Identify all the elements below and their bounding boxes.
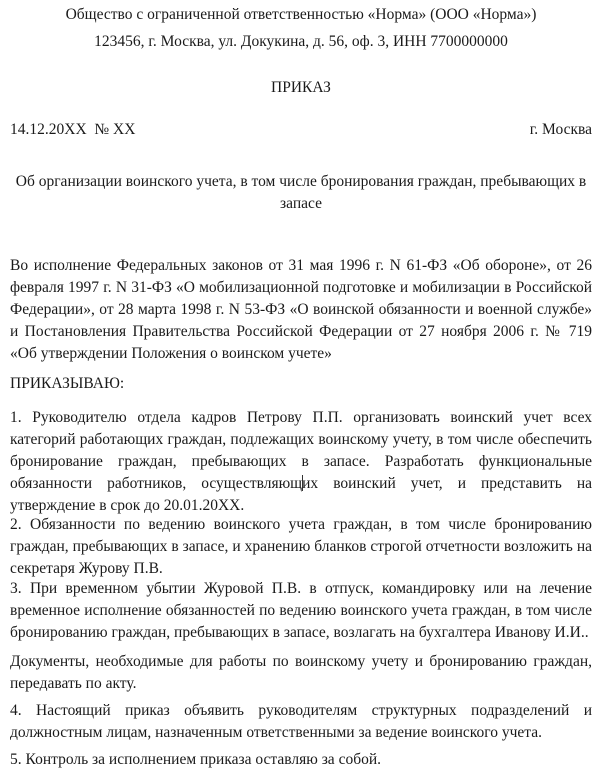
preamble: Во исполнение Федеральных законов от 31 мая 1996 г. N 61-ФЗ «Об обороне», от 26 февраля 1997 г. N 31-ФЗ «О мобилизационной подготовке и мобилизации в Российской Федерации», от 28 марта 1998 г. N 53-ФЗ «О воинской обязанности и военной службе» и Постановления Правительства Российской Федерации от 27 ноября 2006 г. № 719 «Об утверждении Положения о воинском учете» — [10, 257, 592, 362]
order-item-2: 2. Обязанности по ведению воинского учета граждан, в том числе бронированию граждан, пребывающих в запасе, и хранению бланков строгой отчетности возложить на секретаря Журову П.В. — [10, 516, 592, 577]
order-item-5: 5. Контроль за исполнением приказа оставляю за собой. — [10, 751, 382, 768]
order-item-3: 3. При временном убытии Журовой П.В. в отпуск, командировку или на лечение временное исполнение обязанностей по ведению воинского учета граждан, в том числе бронированию граждан, пребывающих в запасе, возлагать на бухгалтера Иванову И.И.. — [10, 580, 592, 641]
order-word: ПРИКАЗЫВАЮ: — [10, 375, 125, 392]
documents-transfer: Документы, необходимые для работы по воинскому учету и бронированию граждан, передавать по акту. — [10, 653, 592, 692]
order-subject: Об организации воинского учета, в том числе бронирования граждан, пребывающих в запасе — [15, 173, 587, 212]
item-1-text-end: их воинский учет, и представить на утверждение в срок до 20.01.20XX. — [10, 475, 592, 514]
organization-name: Общество с ограниченной ответственностью «Норма» (ООО «Норма») — [65, 6, 537, 23]
item-1-text-start: 1. Руководителю отдела кадров Петрову П.П. организовать воинский учет всех категорий работающих граждан, подлежащих воинскому учету, в том числе обеспечить бронирование граждан, пребывающих в запасе. Разработать функциональные обязанности работников, осуществляющ — [10, 409, 592, 492]
order-item-1 — [10, 407, 592, 517]
order-item-4: 4. Настоящий приказ объявить руководителям структурных подразделений и должностным лицам, назначенным ответственными за ведение воинского учета. — [10, 702, 592, 741]
organization-address: 123456, г. Москва, ул. Докукина, д. 56, оф. 3, ИНН 7700000000 — [94, 33, 508, 50]
document-title: ПРИКАЗ — [271, 79, 331, 96]
order-city: г. Москва — [529, 121, 592, 138]
order-date-number: 14.12.20XX № XX — [10, 121, 136, 138]
